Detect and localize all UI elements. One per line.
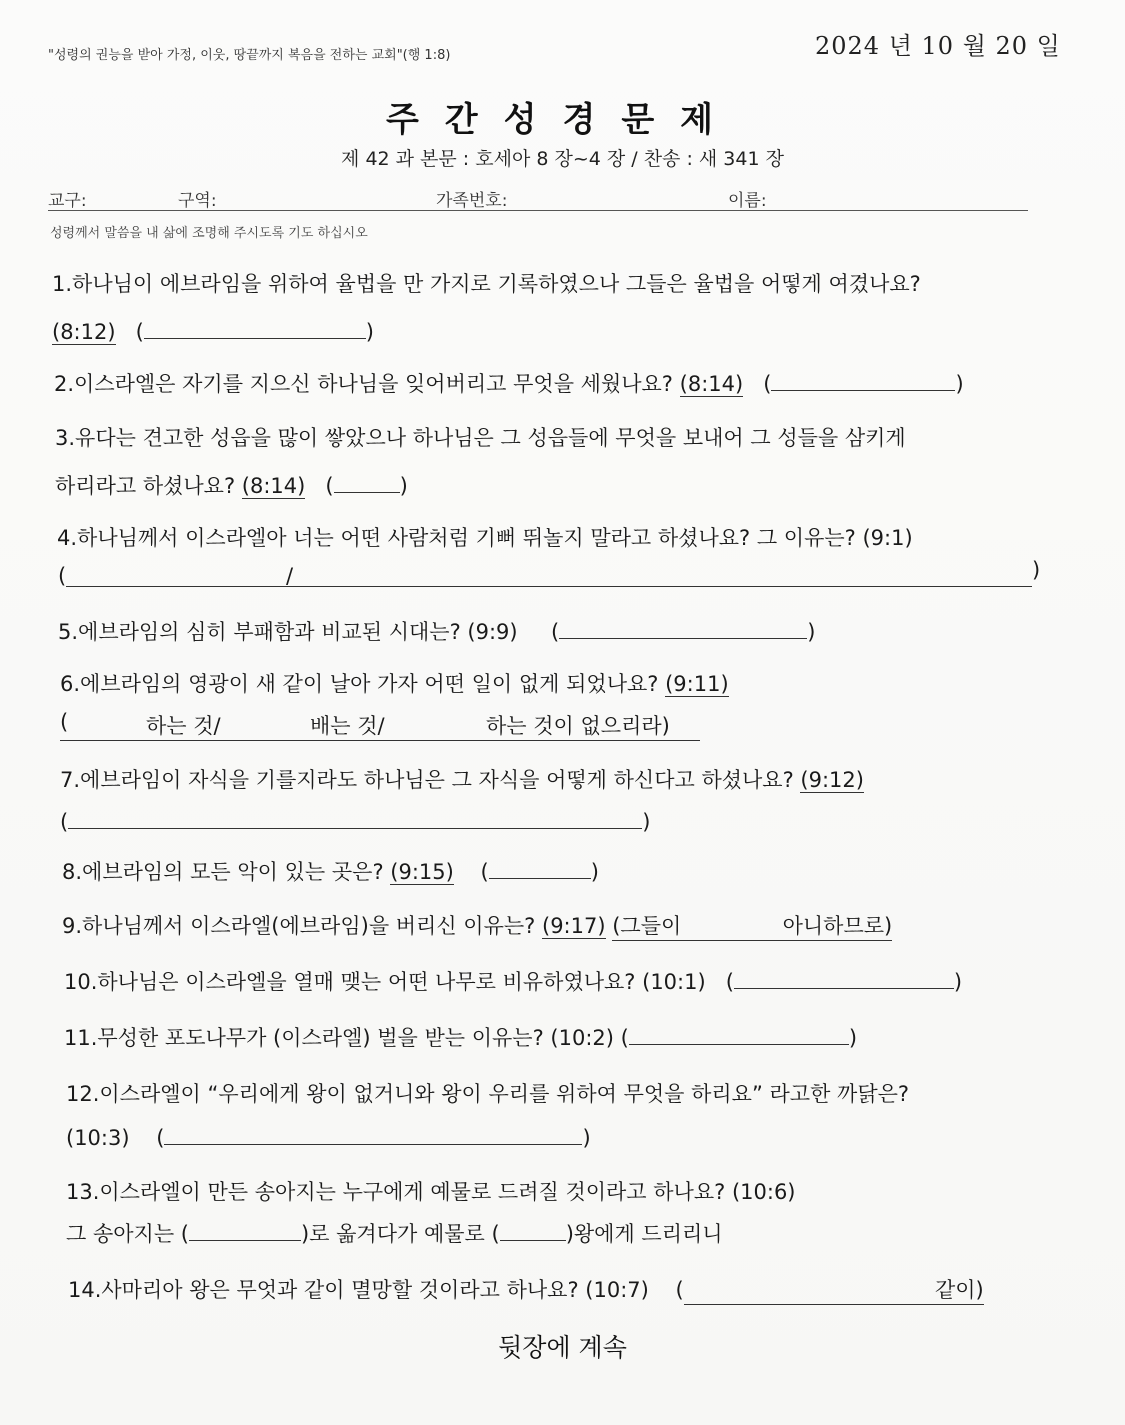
question-7-ref: (9:12) [800,768,864,792]
question-9-text: 9.하나님께서 이스라엘(에브라임)을 버리신 이유는? [62,914,536,938]
question-4-text: 4.하나님께서 이스라엘아 너는 어떤 사람처럼 기뻐 뛰놀지 말라고 하셨나요? 그 이유는? (9:1) [57,526,913,550]
question-10-answer-blank[interactable] [734,966,954,989]
question-8-ref: (9:15) [390,860,454,884]
question-10: 10.하나님은 이스라엘을 열매 맺는 어떤 나무로 비유하였나요? (10:1) ( ) [64,966,962,996]
question-14-answer-blank[interactable]: 같이) [684,1274,984,1305]
question-7-text: 7.에브라임이 자식을 기를지라도 하나님은 그 자식을 어떻게 하신다고 하셨나요? [60,768,794,792]
page-title: 주간성경문제 [385,100,740,140]
question-9-ref: (9:17) [542,914,606,938]
question-2-text: 2.이스라엘은 자기를 지으신 하나님을 잊어버리고 무엇을 세웠나요? [54,372,673,396]
question-5-text: 5.에브라임의 심히 부패함과 비교된 시대는? (9:9) [58,620,518,644]
prayer-instruction: 성령께서 말씀을 내 삶에 조명해 주시도록 기도 하십시오 [50,226,368,241]
question-12-ref: (10:3) [66,1126,130,1150]
question-14: 14.사마리아 왕은 무엇과 같이 멸망할 것이라고 하나요? (10:7) ( 같이) [68,1274,984,1305]
lesson-subtitle: 제 42 과 본문 : 호세아 8 장~4 장 / 찬송 : 새 341 장 [341,148,784,170]
district-label: 구역: [178,191,217,211]
question-13-answer-blank-1[interactable] [189,1218,301,1241]
question-1-text: 1.하나님이 에브라임을 위하여 율법을 만 가지로 기록하였으나 그들은 율법을 어떻게 여겼나요? [52,272,921,296]
question-4-answer-blank[interactable] [66,564,1032,587]
question-6 [60,668,729,698]
question-14-text: 14.사마리아 왕은 무엇과 같이 멸망할 것이라고 하나요? (10:7) [68,1278,649,1302]
question-11: 11.무성한 포도나무가 (이스라엘) 벌을 받는 이유는? (10:2) ( ) [64,1022,857,1052]
question-5: 5.에브라임의 심히 부패함과 비교된 시대는? (9:9) ( ) [58,616,815,646]
question-8: 8.에브라임의 모든 악이 있는 곳은? (9:15) ( ) [62,856,599,886]
name-label: 이름: [728,191,767,211]
question-9 [62,910,892,941]
worksheet-date: 2024 년 10 월 20 일 [815,32,1061,60]
question-3-line-2: 하리라고 하셨나요? (8:14) ( ) [55,470,408,500]
question-1-answer-blank[interactable] [144,316,366,339]
question-6-answer-line[interactable]: ( 하는 것/ 배는 것/ 하는 것이 없으리라) [60,710,700,741]
question-4-divider: / [286,564,294,588]
question-6-text: 6.에브라임의 영광이 새 같이 날아 가자 어떤 일이 없게 되었나요? [60,672,659,696]
question-7-answer-blank[interactable] [68,806,642,829]
question-4 [57,522,913,552]
member-info-row [48,186,1028,211]
question-13-answer-line: 그 송아지는 ( )로 옮겨다가 예물로 ( )왕에게 드리리니 [66,1218,723,1248]
question-2: 2.이스라엘은 자기를 지으신 하나님을 잊어버리고 무엇을 세웠나요? (8:14) ( ) [54,368,964,398]
question-11-answer-blank[interactable] [629,1022,849,1045]
parish-label: 교구: [48,191,87,211]
question-13-answer-blank-2[interactable] [500,1218,566,1241]
question-8-text: 8.에브라임의 모든 악이 있는 곳은? [62,860,384,884]
question-2-ref: (8:14) [679,372,744,396]
question-12 [66,1078,909,1108]
question-3-answer-blank[interactable] [334,470,400,493]
question-13 [66,1176,796,1206]
question-3 [55,422,906,452]
question-1 [52,268,921,298]
question-2-answer-blank[interactable] [771,368,955,391]
question-12-answer-line: (10:3) ( ) [66,1122,591,1150]
question-6-ref: (9:11) [665,672,729,696]
family-number-label: 가족번호: [436,191,508,211]
question-9-answer-blank[interactable]: (그들이 아니하므로) [612,910,892,941]
question-1-answer-line: (8:12) ( ) [52,316,374,344]
question-5-answer-blank[interactable] [559,616,807,639]
question-7 [60,764,864,794]
question-8-answer-blank[interactable] [489,856,591,879]
question-3-ref: (8:14) [241,474,306,498]
continued-on-back: 뒷장에 계속 [498,1333,627,1362]
question-7-answer-line: ( ) [60,806,650,834]
question-13-text: 13.이스라엘이 만든 송아지는 누구에게 예물로 드려질 것이라고 하나요? (10:6) [66,1180,796,1204]
question-11-text: 11.무성한 포도나무가 (이스라엘) 벌을 받는 이유는? (10:2) [64,1026,614,1050]
question-12-answer-blank[interactable] [164,1122,582,1145]
question-1-ref: (8:12) [52,320,116,344]
church-motto: "성령의 권능을 받아 가정, 이웃, 땅끝까지 복음을 전하는 교회"(행 1:8) [48,48,451,63]
question-3-text: 3.유다는 견고한 성읍을 많이 쌓았으나 하나님은 그 성읍들에 무엇을 보내어 그 성들을 삼키게 [55,426,906,450]
question-10-text: 10.하나님은 이스라엘을 열매 맺는 어떤 나무로 비유하였나요? (10:1) [64,970,706,994]
question-4-answer-line: ( / ) [58,558,1041,588]
question-12-text: 12.이스라엘이 “우리에게 왕이 없거니와 왕이 우리를 위하여 무엇을 하리요” 라고한 까닭은? [66,1082,910,1106]
